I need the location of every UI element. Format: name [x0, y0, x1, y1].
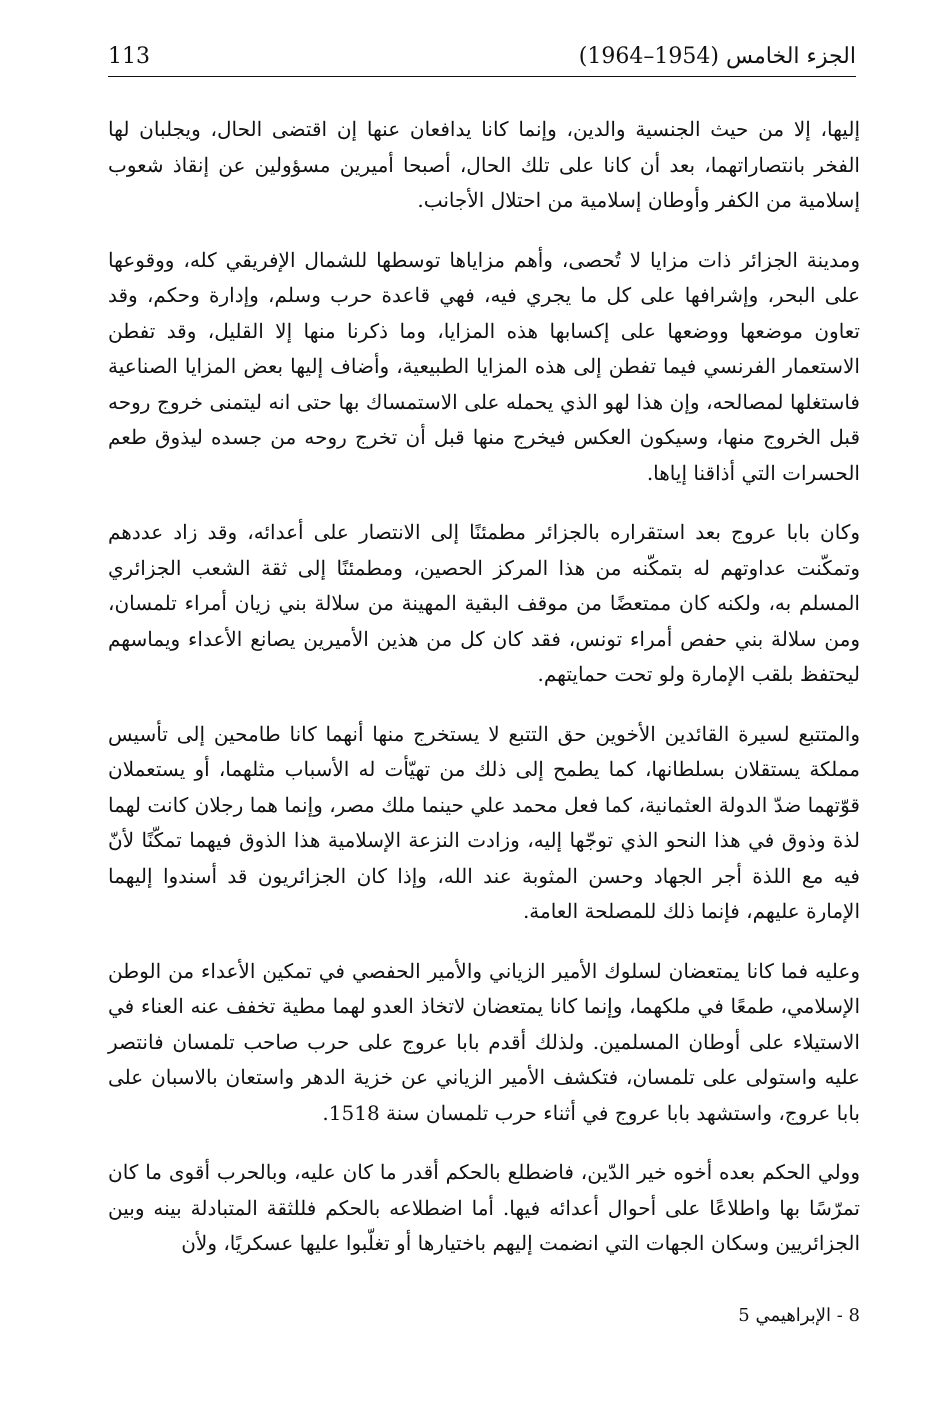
- running-header-title: الجزء الخامس (1954–1964): [578, 44, 856, 69]
- paragraph-6: وولي الحكم بعده أخوه خير الدّين، فاضطلع بالحكم أقدر ما كان عليه، وبالحرب أقوى ما كان تمرّسًا بها واطلاعًا على أحوال أعدائه فيها. أما اضطلاعه بالحكم فللثقة المتبادلة بينه وبين الجزائريين وسكان الجهات التي انضمت إليهم باختيارها أو تغلّبوا عليها عسكريًا، ولأن: [108, 1160, 860, 1255]
- paragraph-3: وكان بابا عروج بعد استقراره بالجزائر مطمئنًا إلى الانتصار على أعدائه، وقد زاد عددهم وتمكّنت عداوتهم له بتمكّنه من هذا المركز الحصين، ومطمئنًا إلى ثقة الشعب الجزائري المسلم به، ولكنه كان ممتعضًا من موقف البقية المهينة من سلالة بني زيان أمراء تلمسان، ومن سلالة بني حفص أمراء تونس، فقد كان كل من هذين الأميرين يصانع الأعداء ويماسهم ليحتفظ بلقب الإمارة ولو تحت حمايتهم.: [108, 520, 860, 686]
- footer-signature: 8 - الإبراهيمي 5: [738, 1305, 860, 1326]
- header-divider: [108, 76, 856, 77]
- page-number: 113: [108, 44, 150, 69]
- body-text: [108, 112, 860, 1286]
- paragraph-4: والمتتبع لسيرة القائدين الأخوين حق التتبع لا يستخرج منها أنهما كانا طامحين إلى تأسيس مملكة يستقلان بسلطانها، كما يطمح إلى ذلك من تهيّأت له الأسباب مثلهما، أو يستعملان قوّتهما ضدّ الدولة العثمانية، كما فعل محمد علي حينما ملك مصر، وإنما هما رجلان كانت لهما لذة وذوق في هذا النحو الذي توجّها إليه، وزادت النزعة الإسلامية هذا الذوق فيهما تمكّنًا لأنّ فيه مع اللذة أجر الجهاد وحسن المثوبة عند الله، وإذا كان الجزائريون قد أسندوا إليهما الإمارة عليهم، فإنما ذلك للمصلحة العامة.: [108, 721, 860, 923]
- paragraph-5: وعليه فما كانا يمتعضان لسلوك الأمير الزياني والأمير الحفصي في تمكين الأعداء من الوطن الإسلامي، طمعًا في ملكهما، وإنما كانا يمتعضان لاتخاذ العدو لهما مطية تخفف عنه العناء في الاستيلاء على أوطان المسلمين. ولذلك أقدم بابا عروج على حرب صاحب تلمسان فانتصر عليه واستولى على تلمسان، فتكشف الأمير الزياني عن خزية الدهر واستعان بالاسبان على بابا عروج، واستشهد بابا عروج في أثناء حرب تلمسان سنة 1518.: [108, 958, 860, 1125]
- paragraph-2: ومدينة الجزائر ذات مزايا لا تُحصى، وأهم مزاياها توسطها للشمال الإفريقي كله، ووقوعها على البحر، وإشرافها على كل ما يجري فيه، فهي قاعدة حرب وسلم، وإدارة وحكم، وقد تعاون موضعها ووضعها على إكسابها هذه المزايا، وما ذكرنا منها إلا القليل، وقد تفطن الاستعمار الفرنسي فيما تفطن إلى هذه المزايا الطبيعية، وأضاف إليها بعض المزايا الصناعية فاستغلها لمصالحه، وإن هذا لهو الذي يحمله على الاستمساك بها حتى انه ليتمنى خروج روحه قبل الخروج منها، وسيكون العكس فيخرج منها قبل أن تخرج روحه من جسده ليذوق طعم الحسرات التي أذاقنا إياها.: [108, 247, 860, 485]
- running-header: [108, 40, 856, 76]
- paragraph-1: إليها، إلا من حيث الجنسية والدين، وإنما كانا يدافعان عنها إن اقتضى الحال، ويجلبان لها الفخر بانتصاراتهما، بعد أن كانا على تلك الحال، أصبحا أميرين مسؤولين عن إنقاذ شعوب إسلامية من الكفر وأوطان إسلامية من احتلال الأجانب.: [108, 117, 860, 212]
